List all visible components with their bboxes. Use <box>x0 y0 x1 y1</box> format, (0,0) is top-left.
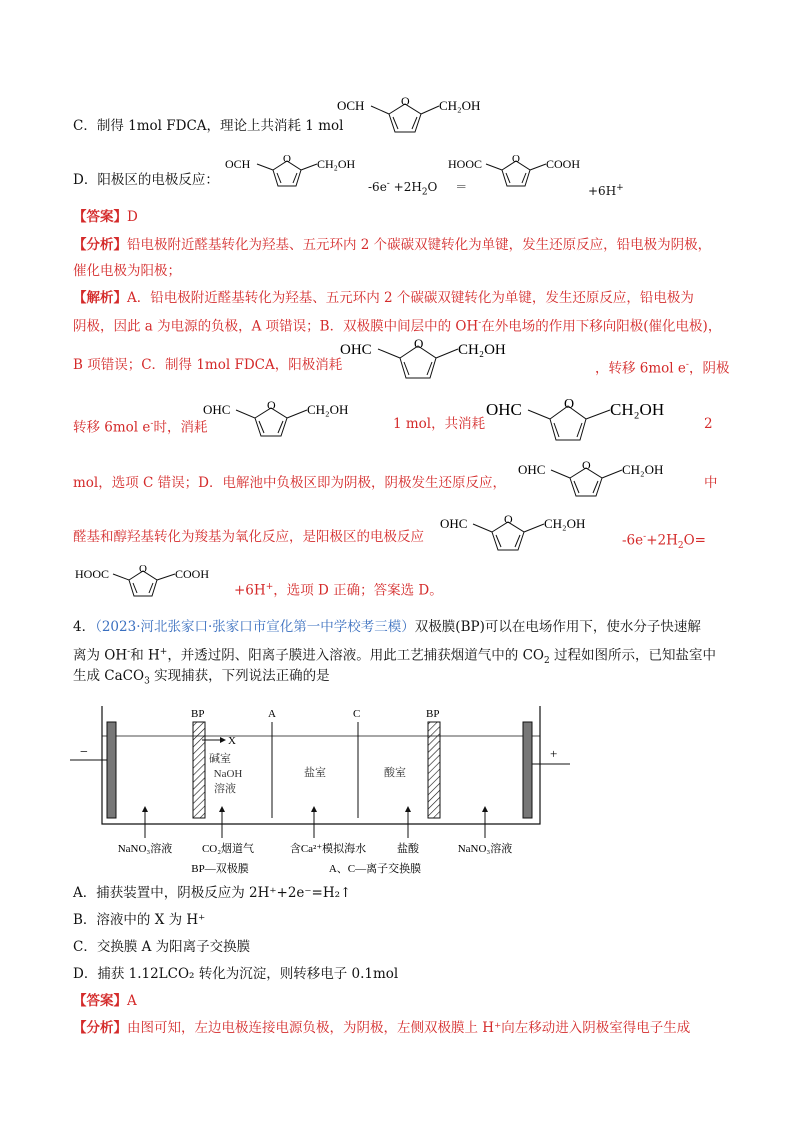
explain-line1 <box>73 288 694 308</box>
hmf-molecule-1 <box>340 334 530 394</box>
hmf-molecule-3 <box>486 393 691 453</box>
equals-sign: ＝ <box>455 180 468 194</box>
fdca-molecule-2 <box>75 560 235 610</box>
analysis-2 <box>73 1018 690 1038</box>
ch2oh-label: CH₂OH <box>317 157 356 171</box>
answer-value: A <box>127 993 137 1009</box>
explain-line6b <box>622 527 706 556</box>
explain-text: ，选项 D 正确；答案选 D。 <box>273 582 443 599</box>
x-ion-label: X <box>228 735 236 747</box>
explain-text: 中 <box>704 475 718 491</box>
ring-oxygen: O <box>267 398 276 412</box>
seawater-inlet: 含Ca²⁺模拟海水 <box>289 843 367 855</box>
sup: - <box>685 360 689 370</box>
electrolysis-diagram <box>70 700 610 884</box>
sup: - <box>643 532 647 542</box>
explain-line4d <box>704 414 713 434</box>
cooh-label: COOH <box>546 157 581 171</box>
hmf-molecule-4 <box>518 456 693 510</box>
explain-text: +6H <box>234 582 266 599</box>
explain-line5a <box>73 473 506 493</box>
q4-line1 <box>73 617 701 637</box>
cathode-electrode <box>107 722 116 818</box>
explain-tag: 【解析】 <box>73 290 127 306</box>
cooh-label: COOH <box>175 567 210 581</box>
co2-inlet: CO₂烟道气 <box>201 843 255 855</box>
ohc-label: OHC <box>486 400 522 419</box>
explain-line7 <box>234 577 443 601</box>
option-text: C．交换膜 A 为阳离子交换膜 <box>73 939 251 955</box>
membrane-a-label: A <box>268 708 276 720</box>
explain-text: B 项错误；C．制得 1mol FDCA，阳极消耗 <box>73 357 343 373</box>
explain-line3a <box>73 355 342 375</box>
analysis-tag: 【分析】 <box>73 1020 127 1036</box>
q4-option-b <box>73 910 205 930</box>
answer-2 <box>73 991 137 1011</box>
aldehyde-label: OCH <box>225 157 251 171</box>
explain-line5b <box>704 473 718 493</box>
ohc-label: OHC <box>203 402 231 417</box>
hmf-molecule-5 <box>440 510 615 564</box>
explain-line3b <box>595 355 729 379</box>
explain-text: 阴极，因此 a 为电源的负极，A 项错误；B．双极膜中间层中的 OH <box>73 318 479 335</box>
furfuryl-molecule <box>337 92 512 144</box>
sub: 2 <box>677 541 684 552</box>
analysis-1-line2 <box>73 261 181 281</box>
fdca-molecule <box>448 150 598 200</box>
explain-text: 1 mol，共消耗 <box>393 416 486 432</box>
option-d <box>73 170 219 190</box>
hcl-inlet: 盐酸 <box>397 843 419 855</box>
alkali-room-label: 碱室 <box>209 753 231 765</box>
bp-label-left: BP <box>191 708 205 720</box>
explain-line6a <box>73 527 424 547</box>
ch2oh-label: CH₂OH <box>610 400 665 419</box>
explain-text: ，转移 6mol e <box>595 360 686 377</box>
hooc-label: HOOC <box>75 567 110 581</box>
explain-text: 转移 6mol e <box>73 419 151 436</box>
water-o: O <box>427 180 438 194</box>
sup: + <box>616 183 624 193</box>
answer-value: D <box>127 209 138 225</box>
ring-oxygen: O <box>401 94 410 108</box>
explain-line4c <box>393 414 485 434</box>
bipolar-membrane-left <box>193 722 205 818</box>
ring-oxygen: O <box>564 397 575 412</box>
q4-option-c <box>73 937 250 957</box>
question-text: 生成 CaCO <box>73 668 145 684</box>
question-number: 4． <box>73 619 96 635</box>
furfuryl-molecule-d <box>225 150 370 200</box>
ch2oh-label: CH₂OH <box>458 342 506 358</box>
sup: - <box>386 179 390 189</box>
sub: 2 <box>544 656 550 667</box>
explain-text: O= <box>683 532 706 549</box>
hmf-molecule-2 <box>203 396 373 450</box>
question-source: （2023·河北张家口·张家口市宣化第一中学校考三模） <box>95 619 415 635</box>
option-text: D．捕获 1.12LCO₂ 转化为沉淀，则转移电子 0.1mol <box>73 966 399 982</box>
option-d-text: D．阳极区的电极反应： <box>73 172 219 188</box>
bipolar-membrane-right <box>428 722 440 818</box>
ch2oh-label: CH₂OH <box>622 462 664 477</box>
sub: 2 <box>421 187 428 198</box>
q4-option-a <box>73 883 351 903</box>
explain-line2 <box>73 313 721 337</box>
answer-tag: 【答案】 <box>73 993 127 1009</box>
explain-text: A．铅电极附近醛基转化为羟基、五元环内 2 个碳碳双键转化为单键，发生还原反应，铅电极为 <box>127 290 694 306</box>
explain-text: 时，消耗 <box>153 419 208 436</box>
ch2oh-label: CH₂OH <box>439 98 481 113</box>
explain-text: -6e <box>622 532 644 549</box>
sup: - <box>478 318 482 328</box>
sup: - <box>127 647 131 657</box>
solution-label: 溶液 <box>214 783 236 795</box>
question-text: 实现捕获，下列说法正确的是 <box>149 668 330 684</box>
ring-oxygen: O <box>512 153 520 165</box>
membrane-c-label: C <box>353 708 361 720</box>
analysis-text: 催化电极为阳极； <box>73 263 181 279</box>
ch2oh-label: CH₂OH <box>307 402 349 417</box>
ohc-label: OHC <box>440 516 468 531</box>
ch2oh-label: CH₂OH <box>544 516 586 531</box>
bp-label-right: BP <box>426 708 440 720</box>
option-c <box>73 116 343 136</box>
ring-oxygen: O <box>139 563 147 575</box>
explain-text: ，阴极 <box>688 360 730 377</box>
option-text: B．溶液中的 X 为 H⁺ <box>73 912 206 928</box>
water-text: +2H <box>389 180 422 194</box>
analysis-text: 由图可知，左边电极连接电源负极，为阴极，左侧双极膜上 H⁺向左移动进入阴极室得电子生成 <box>127 1020 691 1036</box>
option-c-text: C．制得 1mol FDCA，理论上共消耗 1 mol <box>73 118 344 134</box>
sup: - <box>150 419 154 429</box>
explain-text: 在外电场的作用下移向阳极(催化电极)， <box>481 318 722 335</box>
question-text: 过程如图所示，已知盐室中 <box>549 647 717 664</box>
option-d-end <box>588 178 624 201</box>
analysis-text: 铅电极附近醛基转化为羟基、五元环内 2 个碳碳双键转化为单键，发生还原反应，铅电极为阴极， <box>127 237 712 253</box>
q4-option-d <box>73 964 398 984</box>
ring-oxygen: O <box>504 512 513 526</box>
ohc-label: OHC <box>340 342 372 358</box>
analysis-1-line1 <box>73 235 711 255</box>
ring-oxygen: O <box>582 458 591 472</box>
option-text: A．捕获装置中，阴极反应为 2H⁺+2e⁻=H₂↑ <box>73 885 352 901</box>
bp-legend: BP—双极膜 <box>191 863 249 875</box>
analysis-tag: 【分析】 <box>73 237 127 253</box>
hooc-label: HOOC <box>448 157 483 171</box>
question-text: 离为 OH <box>73 647 128 664</box>
ohc-label: OHC <box>518 462 546 477</box>
nano3-inlet-right: NaNO₃溶液 <box>457 843 513 855</box>
nano3-inlet-left: NaNO₃溶液 <box>117 843 173 855</box>
aldehyde-label: OCH <box>337 98 365 113</box>
explain-line4a <box>73 414 207 438</box>
question-text: 双极膜(BP)可以在电场作用下，使水分子快速解 <box>414 619 701 635</box>
sub: 3 <box>144 676 150 687</box>
proton-text: +6H <box>588 184 617 198</box>
explain-text: mol，选项 C 错误；D．电解池中负极区即为阴极，阴极发生还原反应， <box>73 475 506 491</box>
anode-electrode <box>523 722 532 818</box>
negative-terminal: − <box>80 745 88 760</box>
explain-text: 醛基和醇羟基转化为羧基为氧化反应，是阳极区的电极反应 <box>73 529 424 545</box>
salt-room-label: 盐室 <box>304 767 326 779</box>
answer-tag: 【答案】 <box>73 209 127 225</box>
positive-terminal: + <box>550 746 558 761</box>
explain-text: +2H <box>646 532 678 549</box>
naoh-label: NaOH <box>213 768 243 780</box>
question-text: ，并透过阴、阳离子膜进入溶液。用此工艺捕获烟道气中的 CO <box>167 647 544 664</box>
sup: + <box>159 647 168 657</box>
answer-1 <box>73 207 138 227</box>
electron-text: -6e <box>368 180 387 194</box>
explain-text: 2 <box>704 416 713 432</box>
ring-oxygen: O <box>283 153 291 165</box>
acid-room-label: 酸室 <box>384 767 406 779</box>
q4-line3 <box>73 666 330 692</box>
sup: + <box>265 582 274 592</box>
ring-oxygen: O <box>414 336 424 351</box>
membrane-legend: A、C—离子交换膜 <box>328 863 422 875</box>
question-text: 和 H <box>130 647 160 664</box>
